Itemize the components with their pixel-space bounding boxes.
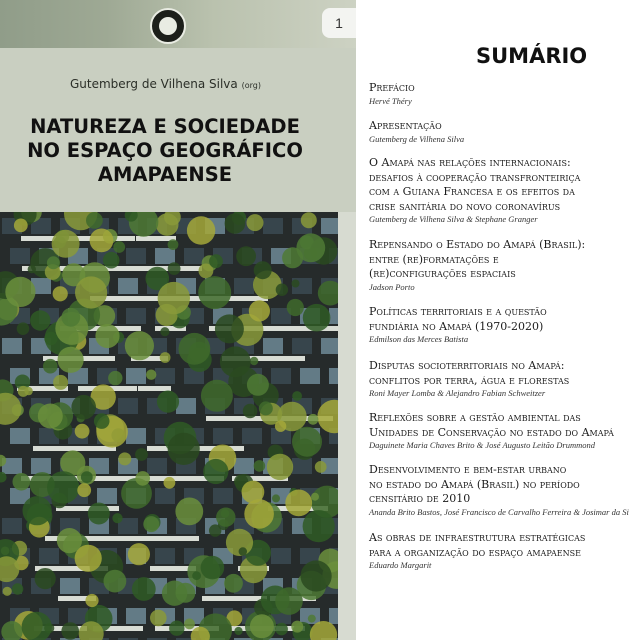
window-pane xyxy=(271,548,291,564)
tree-canopy xyxy=(225,213,246,234)
window-pane xyxy=(234,458,254,474)
tree-canopy xyxy=(12,473,30,491)
tree-canopy xyxy=(275,421,286,432)
tree-canopy xyxy=(88,503,110,525)
cover-author-name: Gutemberg de Vilhena Silva xyxy=(70,77,238,91)
tree-canopy xyxy=(61,622,79,640)
tree-canopy xyxy=(259,401,273,415)
tree-canopy xyxy=(239,547,247,555)
window-pane xyxy=(263,218,283,234)
toc-entry-author: Daguinete Maria Chaves Brito & José Augusto Leitão Drummond xyxy=(369,440,596,450)
cover-title-line: AMAPAENSE xyxy=(97,163,233,186)
window-pane xyxy=(213,488,233,504)
tree-canopy xyxy=(81,471,93,483)
tree-canopy xyxy=(215,314,244,343)
window-pane xyxy=(184,248,204,264)
tree-canopy xyxy=(275,587,303,615)
page-number-badge: 1 xyxy=(322,8,356,38)
window-pane xyxy=(234,278,254,294)
window-pane xyxy=(126,368,146,384)
tree-canopy xyxy=(75,276,107,308)
toc-entry[interactable] xyxy=(369,119,640,144)
tree-canopy xyxy=(292,427,322,457)
window-pane xyxy=(271,368,291,384)
cover-side-margin xyxy=(338,212,356,640)
tree-canopy xyxy=(150,610,167,627)
tree-canopy xyxy=(209,254,223,268)
tree-canopy xyxy=(17,322,30,335)
tree-canopy xyxy=(104,570,127,593)
tree-canopy xyxy=(250,357,258,365)
tree-canopy xyxy=(291,621,303,633)
tree-canopy xyxy=(103,252,120,269)
tree-canopy xyxy=(315,461,327,473)
tree-canopy xyxy=(184,619,195,630)
toc-entry-title: Reflexões sobre a gestão ambiental das xyxy=(369,411,581,424)
tree-canopy xyxy=(3,587,12,596)
toc-entry-author: Edmilson das Merces Batista xyxy=(369,334,469,344)
window-pane xyxy=(2,338,22,354)
tree-canopy xyxy=(61,308,80,327)
tree-canopy xyxy=(179,333,211,365)
tree-canopy xyxy=(285,490,312,517)
tree-canopy xyxy=(71,395,96,420)
tree-canopy xyxy=(168,239,179,250)
window-pane xyxy=(155,368,175,384)
tree-canopy xyxy=(209,524,221,536)
tree-canopy xyxy=(35,568,56,589)
tree-canopy xyxy=(5,277,35,307)
tree-canopy xyxy=(94,413,110,429)
tree-canopy xyxy=(47,471,79,503)
tree-canopy xyxy=(112,513,122,523)
window-pane xyxy=(118,398,138,414)
toc-entry-title: Prefácio xyxy=(369,81,415,94)
toc-entry[interactable] xyxy=(369,359,640,398)
tree-canopy xyxy=(203,459,228,484)
publisher-logo xyxy=(150,8,186,44)
tree-canopy xyxy=(22,496,51,525)
toc-entry[interactable] xyxy=(369,156,640,224)
tree-canopy xyxy=(169,621,184,636)
toc-entry-title: Repensando o Estado do Amapá (Brasil): xyxy=(369,238,586,251)
tree-canopy xyxy=(267,454,293,480)
toc-entry-author: Gutemberg de Vilhena Silva xyxy=(369,133,465,144)
tree-canopy xyxy=(128,543,150,565)
tree-canopy xyxy=(125,331,154,360)
toc-entry-title: fundiária no Amapá (1970-2020) xyxy=(369,319,544,333)
tree-canopy xyxy=(90,229,114,253)
toc-entry-title: Unidades de Conservação no estado do Amapá xyxy=(369,425,614,439)
cover-author xyxy=(70,77,261,91)
tree-canopy xyxy=(12,583,23,594)
window-pane xyxy=(68,608,88,624)
window-pane xyxy=(329,368,338,384)
toc-entry[interactable] xyxy=(369,531,640,570)
window-pane xyxy=(118,278,138,294)
toc-entry-title: Apresentação xyxy=(369,119,442,132)
tree-canopy xyxy=(86,212,103,229)
tree-canopy xyxy=(216,508,235,527)
tree-canopy xyxy=(135,471,150,486)
tree-canopy xyxy=(254,261,272,279)
cover-title-line: NATUREZA E SOCIEDADE xyxy=(30,115,300,138)
tree-canopy xyxy=(118,452,131,465)
toc-entry-title: Disputas socioterritoriais no Amapá: xyxy=(369,359,565,372)
tree-canopy xyxy=(303,510,335,542)
toc-entry-author: Gutemberg de Vilhena Silva & Stephane Granger xyxy=(369,214,538,224)
window-pane xyxy=(155,248,175,264)
tree-canopy xyxy=(113,241,125,253)
toc-entry-title: crise sanitária do novo coronavírus xyxy=(369,199,561,213)
tree-canopy xyxy=(292,280,300,288)
toc-entry-title: no estado do Amapá (Brasil) no período xyxy=(369,477,580,491)
tree-canopy xyxy=(236,246,256,266)
tree-canopy xyxy=(77,483,91,497)
tree-canopy xyxy=(135,448,148,461)
balcony-slab xyxy=(202,596,267,601)
tree-canopy xyxy=(53,375,68,390)
toc-entry-title: para a organização do espaço amapaense xyxy=(369,545,581,559)
tree-canopy xyxy=(287,299,304,316)
window-pane xyxy=(126,608,146,624)
toc-entry-title: com a Guiana Francesa e os efeitos da xyxy=(369,185,575,198)
tree-canopy xyxy=(311,493,319,501)
window-pane xyxy=(31,458,51,474)
window-pane xyxy=(321,338,338,354)
toc-entry-author: Roni Mayer Lomba & Alejandro Fabian Schweitzer xyxy=(369,388,546,398)
tree-canopy xyxy=(234,627,242,635)
tree-canopy xyxy=(58,347,84,373)
tree-canopy xyxy=(168,433,200,465)
toc-entry-title: (re)configurações espaciais xyxy=(369,267,516,280)
toc-entry-title: Políticas territoriais e a questão xyxy=(369,305,547,318)
window-pane xyxy=(321,218,338,234)
tree-canopy xyxy=(57,528,82,553)
tree-canopy xyxy=(275,623,288,636)
toc-entry[interactable] xyxy=(369,411,640,450)
table-of-contents-page xyxy=(356,0,640,640)
tree-canopy xyxy=(250,614,274,638)
tree-canopy xyxy=(308,615,316,623)
tree-canopy xyxy=(160,327,169,336)
tree-canopy xyxy=(164,477,176,489)
tree-canopy xyxy=(24,387,32,395)
toc-entry-title: entre (re)formatações e xyxy=(369,252,499,266)
tree-canopy xyxy=(95,324,119,348)
tree-canopy xyxy=(254,460,266,472)
window-pane xyxy=(126,248,146,264)
tree-canopy xyxy=(201,380,233,412)
tree-canopy xyxy=(47,256,60,269)
window-pane xyxy=(155,488,175,504)
tree-canopy xyxy=(198,276,231,309)
toc-entry[interactable] xyxy=(369,81,640,106)
tree-canopy xyxy=(224,574,243,593)
tree-canopy xyxy=(192,571,201,580)
toc-entry-author: Ananda Brito Bastos, José Francisco de Carvalho Ferreira & Josimar da Si xyxy=(369,506,629,517)
tree-canopy xyxy=(301,212,317,228)
window-pane xyxy=(242,428,262,444)
tree-canopy xyxy=(242,481,265,504)
tree-canopy xyxy=(14,219,28,233)
window-pane xyxy=(155,548,175,564)
toc-entry-author: Hervé Théry xyxy=(369,95,412,106)
window-pane xyxy=(292,338,312,354)
tree-canopy xyxy=(146,370,156,380)
tree-canopy xyxy=(220,346,251,377)
cover-title-line: NO ESPAÇO GEOGRÁFICO xyxy=(27,139,303,162)
vertical-forest-building-image xyxy=(0,212,338,640)
tree-canopy xyxy=(296,233,325,262)
tree-canopy xyxy=(303,304,331,332)
window-pane xyxy=(300,368,320,384)
tree-canopy xyxy=(187,216,215,244)
window-pane xyxy=(263,338,283,354)
toc-entry-title: Desenvolvimento e bem-estar urbano xyxy=(369,463,567,476)
tree-canopy xyxy=(175,498,203,526)
tree-canopy xyxy=(276,284,288,296)
toc-entry[interactable] xyxy=(369,305,640,344)
tree-canopy xyxy=(30,310,50,330)
balcony-slab xyxy=(159,536,194,541)
tree-canopy xyxy=(292,391,302,401)
toc-entry-title: As obras de infraestrutura estratégicas xyxy=(369,531,586,544)
tree-canopy xyxy=(247,374,269,396)
window-pane xyxy=(213,428,233,444)
tree-canopy xyxy=(301,560,332,591)
tree-canopy xyxy=(108,371,122,385)
tree-canopy xyxy=(157,391,179,413)
window-pane xyxy=(147,458,167,474)
cover-title xyxy=(0,115,330,187)
tree-canopy xyxy=(175,583,195,603)
toc-entry-title: desafios à cooperação transfronteiriça xyxy=(369,170,581,184)
window-pane xyxy=(329,608,338,624)
window-pane xyxy=(292,458,312,474)
toc-entry[interactable] xyxy=(369,463,640,517)
tree-canopy xyxy=(38,404,63,429)
tree-canopy xyxy=(243,404,258,419)
tree-canopy xyxy=(308,414,319,425)
toc-heading: SUMÁRIO xyxy=(476,44,588,68)
tree-canopy xyxy=(75,424,90,439)
tree-canopy xyxy=(43,359,58,374)
tree-canopy xyxy=(158,282,190,314)
window-pane xyxy=(60,578,80,594)
window-pane xyxy=(2,518,22,534)
tree-canopy xyxy=(44,332,57,345)
window-pane xyxy=(97,488,117,504)
toc-entry[interactable] xyxy=(369,238,640,292)
toc-entry-title: censitário de 2010 xyxy=(369,492,471,505)
toc-entry-author: Jadson Porto xyxy=(369,281,415,292)
tree-canopy xyxy=(160,352,171,363)
tree-canopy xyxy=(52,230,80,258)
window-pane xyxy=(126,308,146,324)
tree-canopy xyxy=(249,300,270,321)
tree-canopy xyxy=(244,499,274,529)
window-pane xyxy=(126,428,146,444)
publisher-logo-mark xyxy=(159,17,177,35)
balcony-slab xyxy=(138,386,171,391)
window-pane xyxy=(10,428,30,444)
tree-canopy xyxy=(168,262,181,275)
toc-entry-title: conflitos por terra, água e florestas xyxy=(369,373,570,387)
toc-entry-title: O Amapá nas relações internacionais: xyxy=(369,156,571,169)
tree-canopy xyxy=(247,214,264,231)
tree-canopy xyxy=(132,577,156,601)
window-pane xyxy=(329,308,338,324)
tree-canopy xyxy=(85,594,98,607)
toc-entry-author: Eduardo Margarit xyxy=(369,560,432,570)
balcony-slab xyxy=(33,446,116,451)
tree-canopy xyxy=(143,516,159,532)
cover-author-suffix: (org) xyxy=(241,81,261,90)
tree-canopy xyxy=(201,556,225,580)
window-pane xyxy=(10,248,30,264)
window-pane xyxy=(39,548,59,564)
tree-canopy xyxy=(53,286,68,301)
tree-canopy xyxy=(272,494,280,502)
